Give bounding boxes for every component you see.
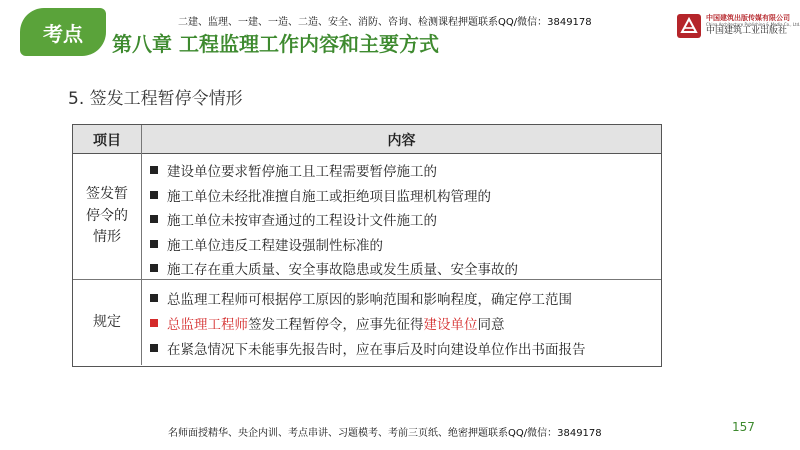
list-item-text: 总监理工程师可根据停工原因的影响范围和影响程度，确定停工范围: [167, 291, 572, 308]
list-item-text: 签发工程暂停令，应事先征得: [248, 316, 424, 333]
row-label-cell: [73, 154, 142, 279]
row-content-list: [142, 280, 661, 365]
row-label: 签发暂停令的情形: [86, 185, 128, 246]
list-item-text: 同意: [477, 316, 505, 333]
row-label-cell: [73, 280, 142, 365]
list-item: [150, 285, 661, 310]
content-table: [72, 124, 662, 367]
highlight-text: 总监理工程师: [167, 316, 248, 333]
table-header: [73, 125, 661, 154]
row-content-list: [142, 154, 661, 279]
publisher-emblem-icon: [676, 13, 702, 39]
publisher-logo: [676, 9, 800, 43]
list-item-text: 施工单位违反工程建设强制性标准的: [167, 237, 383, 254]
section-heading: 5. 签发工程暂停令情形: [68, 89, 243, 109]
list-item: [150, 335, 661, 360]
page-number: 157: [732, 420, 755, 434]
list-item: [150, 310, 661, 335]
list-item: [150, 207, 661, 232]
table-row: [73, 280, 661, 365]
topic-badge: 考点: [20, 8, 106, 56]
bottom-ad-banner: 名师面授精华、央企内训、考点串讲、习题模考、考前三页纸、绝密押题联系QQ/微信：3849178: [168, 428, 602, 439]
publisher-name: 中国建筑出版传媒有限公司: [706, 14, 790, 23]
list-item-text: 建设单位要求暂停施工且工程需要暂停施工的: [167, 164, 437, 181]
chapter-title: 第八章 工程监理工作内容和主要方式: [112, 32, 439, 56]
bullet-square-icon: [150, 240, 158, 248]
list-item: [150, 158, 661, 183]
row-label: 规定: [93, 313, 121, 330]
bullet-square-icon: [150, 344, 158, 352]
publisher-name-en: China Architecture Publishing & Media Co., Ltd.: [706, 21, 800, 27]
column-header-content: 内容: [387, 132, 416, 149]
list-item-text: 施工单位未按审查通过的工程设计文件施工的: [167, 213, 437, 230]
list-item-text: 在紧急情况下未能事先报告时，应在事后及时向建设单位作出书面报告: [167, 341, 586, 358]
list-item-text: 施工单位未经批准擅自施工或拒绝项目监理机构管理的: [167, 188, 491, 205]
table-row: [73, 154, 661, 280]
bullet-square-icon: [150, 191, 158, 199]
bullet-square-icon: [150, 294, 158, 302]
list-item-text: 施工存在重大质量、安全事故隐患或发生质量、安全事故的: [167, 262, 518, 279]
top-ad-banner: 二建、监理、一建、一造、二造、安全、消防、咨询、检测课程押题联系QQ/微信：3849178: [178, 17, 592, 28]
bullet-square-icon: [150, 264, 158, 272]
list-item: [150, 232, 661, 257]
list-item: [150, 256, 661, 281]
publisher-name-script: 中国建筑工业出版社: [706, 26, 788, 37]
column-header-item: 项目: [73, 125, 142, 154]
highlight-text: 建设单位: [423, 316, 478, 333]
bullet-square-highlight-icon: [150, 319, 158, 327]
list-item: [150, 183, 661, 208]
bullet-square-icon: [150, 166, 158, 174]
bullet-square-icon: [150, 215, 158, 223]
